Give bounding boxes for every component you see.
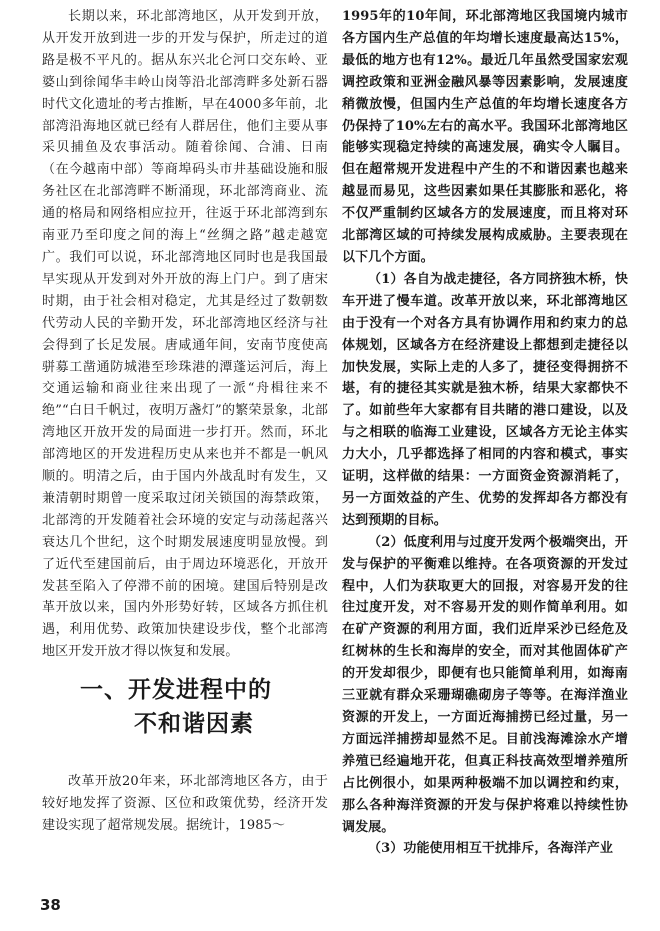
section-paragraph-continued: 1995年的10年间，环北部湾地区我国境内城市各方国内生产总值的年均增长速度最高达15%，最低的地方也有12%。最近几年虽然受国家宏观调控政策和亚洲金融风暴等因素影响，发展速度稍微放慢，但国内生产总值的年均增长速度各方仍保持了10%左右的高水平。我国环北部湾地区能够实现稳定持续的高速发展，确实令人瞩目。但在超常规开发进程中产生的不和谐因素也越来越显而易见，这些因素如果任其膨胀和恶化，将不仅严重制约区域各方的发展速度，而且将对环北部湾区域的可持续发展构成威胁。主要表现在以下几个方面。 [342,9,628,265]
point-2-paragraph: （2）低度利用与过度开发两个极端突出，开发与保护的平衡难以维持。在各项资源的开发过程中，人们为获取更大的回报，对容易开发的往往过度开发，对不容易开发的则作简单利用。如在矿产资源的利用方面，我们近岸采沙已经危及红树林的生长和海岸的安全，而对其他固体矿产的开发却很少，即便有也只能简单利用，如海南三亚就有群众采珊瑚礁砌房子等等。在海洋渔业资源的开发上，一方面近海捕捞已经过量，另一方面远洋捕捞却显然不足。目前浅海滩涂水产增养殖已经遍地开花，但真正科技高效型增养殖所占比例很小，如果两种极端不加以调控和约束，那么各种海洋资源的开发与保护将难以持续性协调发展。 [342,534,628,835]
section-title-line-1: 一、开发进程中的 [80,677,272,704]
intro-paragraph: 长期以来，环北部湾地区，从开发到开放，从开发开放到进一步的开发与保护，所走过的道路是极不平凡的。据从东兴北仑河口交东岭、亚婆山到徐闻华丰岭山岗等沿北部湾畔多处新石器时代文化遗址的考古推断，早在4000多年前，北部湾沿海地区就已经有人群居住，他们主要从事采贝捕鱼及农事活动。随着徐闻、合浦、日南（在今越南中部）等商埠码头市井基础设施和服务社区在北部湾畔不断涌现，环北部湾商业、流通的格局和网络相应拉开，往返于环北部湾到东南亚乃至印度之间的海上“丝绸之路”越走越宽广。我们可以说，环北部湾地区同时也是我国最早实现从开发到对外开放的海上门户。到了唐宋时期，由于社会相对稳定，尤其是经过了数朝数代劳动人民的辛勤开发，环北部湾地区经济与社会得到了长足发展。唐咸通年间，安南节度使高骈募工凿通防城港至珍珠港的潭蓬运河后，海上交通运输和商业往来出现了一派“舟楫往来不绝”“白日千帆过，夜明万盏灯”的繁荣景象，北部湾地区开放开发的局面进一步打开。然而，环北部湾地区的开发进程历史从来也并不都是一帆风顺的。明清之后，由于国内外战乱时有发生，又兼清朝时期曾一度采取过闭关锁国的海禁政策，北部湾的开发随着社会环境的安定与动荡起落兴衰达几个世纪，这个时期发展速度明显放慢。到了近代至建国前后，由于周边环境恶化，开放开发甚至陷入了停滞不前的困境。建国后特别是改革开放以来，国内外形势好转，区域各方抓住机遇，利用优势、政策加快建设步伐，整个北部湾地区开发开放才得以恢复和发展。 [42,9,328,660]
section-title [42,663,328,771]
right-column [342,6,628,860]
section-title-line-2: 不和谐因素 [134,711,254,738]
page-number: 38 [40,896,61,914]
section-paragraph-start: 改革开放20年来，环北部湾地区各方，由于较好地发挥了资源、区位和政策优势，经济开发建设实现了超常规发展。据统计，1985～ [42,774,328,833]
point-3-paragraph-start: （3）功能使用相互干扰排斥，各海洋产业 [368,841,613,857]
point-1-paragraph: （1）各自为战走捷径，各方同挤独木桥，快车开进了慢车道。改革开放以来，环北部湾地区由于没有一个对各方具有协调作用和约束力的总体规划，区域各方在经济建设上都想到走捷径以加快发展，实际上走的人多了，捷径变得拥挤不堪，有的捷径其实就是独木桥，结果大家都快不了。如前些年大家都有目共睹的港口建设，以及与之相联的临海工业建设，区域各方无论主体实力大小，几乎都选择了相同的内容和模式，事实证明，这样做的结果：一方面资金资源消耗了，另一方面效益的产生、优势的发挥却各方都没有达到预期的目标。 [342,271,628,528]
left-column [42,6,328,837]
